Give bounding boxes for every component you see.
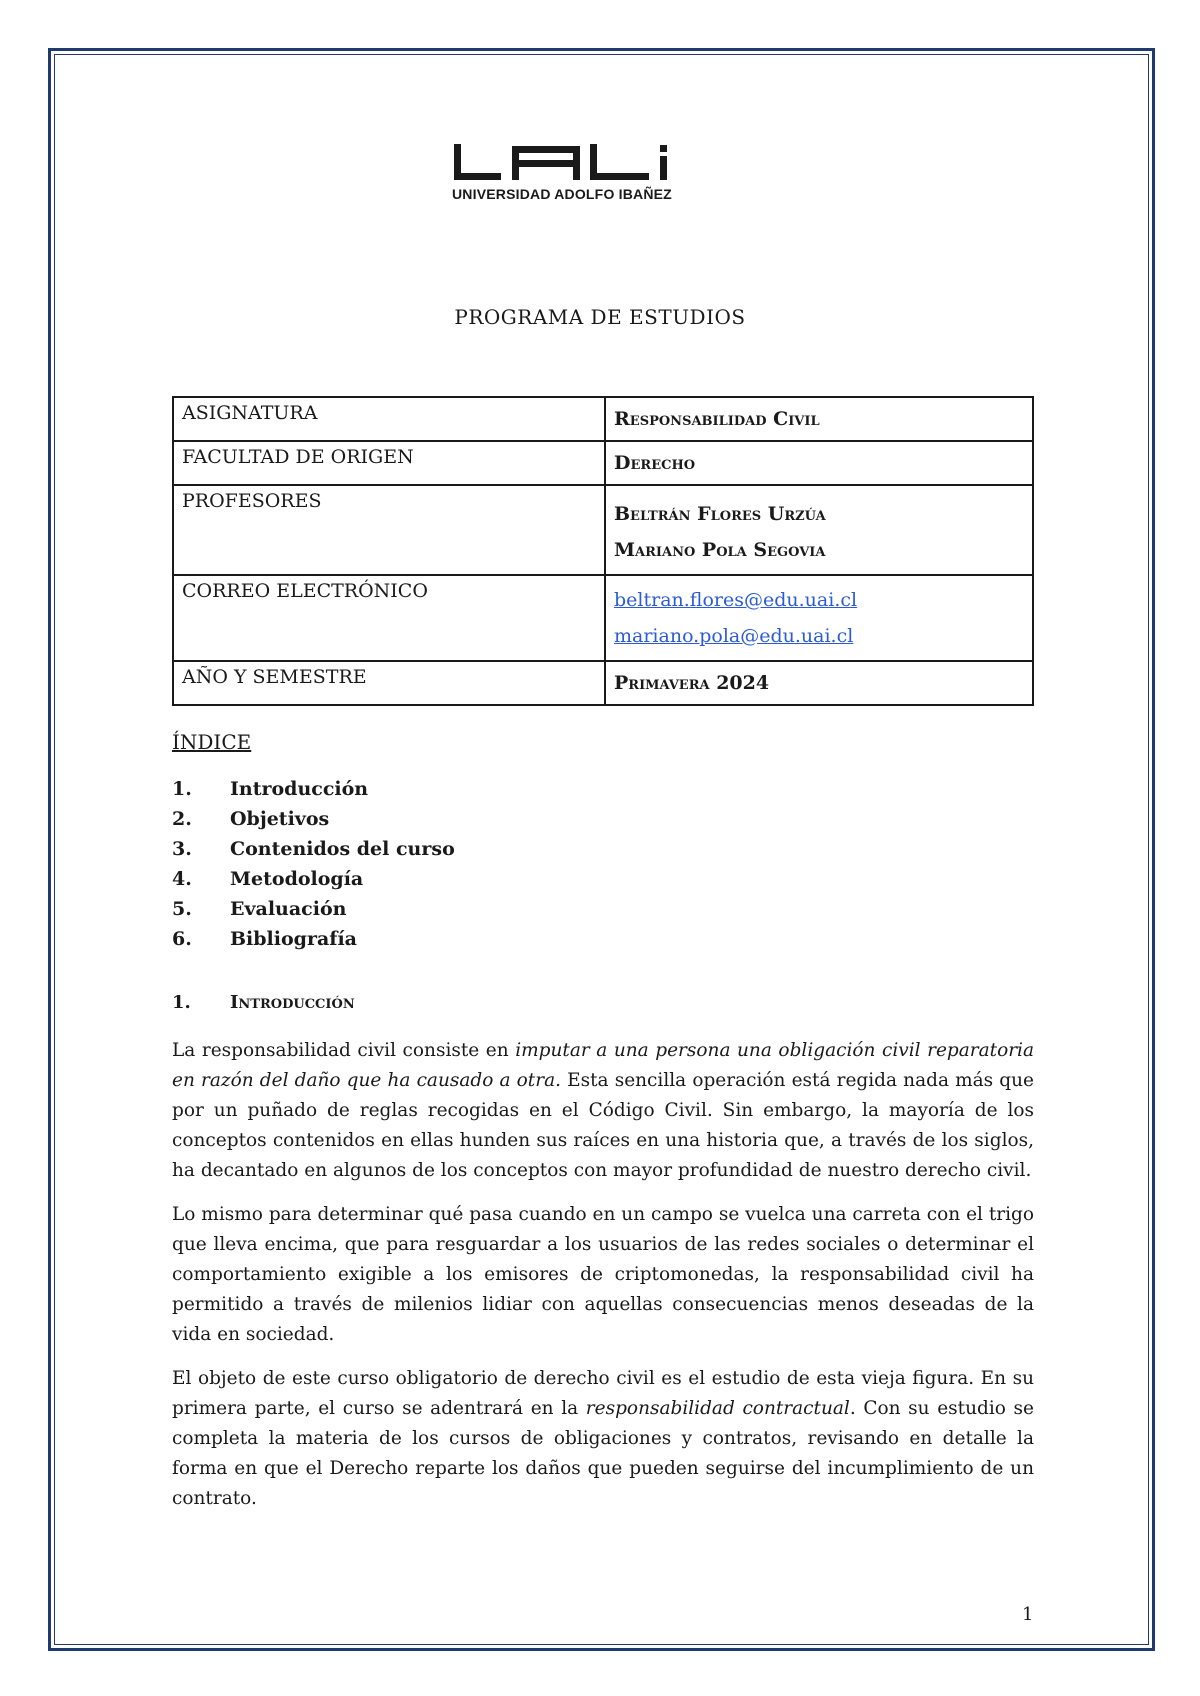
toc-item[interactable] — [172, 864, 455, 894]
toc-item-label: Introducción — [230, 778, 369, 800]
university-name: UNIVERSIDAD ADOLFO IBAÑEZ — [452, 186, 672, 202]
toc-item-label: Objetivos — [230, 808, 330, 830]
table-row — [173, 397, 1033, 441]
row-label-semestre: AÑO Y SEMESTRE — [173, 661, 605, 705]
toc-item-label: Evaluación — [230, 898, 347, 920]
paragraph-text: La responsabilidad civil consiste en — [172, 1040, 516, 1061]
paragraph-text: Esta sencilla operación está regida nada más que por un puñado de reglas recogidas en el Código Civil. Sin embargo, la mayoría de los conceptos contenidos en ellas hunden sus raíces en una historia que, a través de los siglos, ha decantado en algunos de los conceptos con mayor profundidad de nuestro derecho civil. — [172, 1070, 1034, 1181]
section-number: 1. — [172, 992, 191, 1013]
toc-item[interactable] — [172, 924, 455, 954]
email-link-2[interactable]: mariano.pola@edu.uai.cl — [614, 625, 854, 647]
row-label-profesores: PROFESORES — [173, 485, 605, 575]
table-of-contents — [172, 774, 455, 954]
row-value-asignatura — [605, 397, 1033, 441]
toc-item-number: 5. — [172, 898, 192, 920]
table-row — [173, 485, 1033, 575]
document-title: PROGRAMA DE ESTUDIOS — [454, 305, 746, 329]
course-name: Responsabilidad Civil — [614, 408, 820, 430]
table-row — [173, 441, 1033, 485]
toc-item-label: Bibliografía — [230, 928, 357, 950]
professor-1: Beltrán Flores Urzúa — [614, 503, 826, 525]
toc-item-label: Contenidos del curso — [230, 838, 455, 860]
row-label-facultad: FACULTAD DE ORIGEN — [173, 441, 605, 485]
row-value-correo — [605, 575, 1033, 661]
toc-item-number: 2. — [172, 808, 192, 830]
table-row — [173, 575, 1033, 661]
table-row — [173, 661, 1033, 705]
course-info-table — [172, 396, 1034, 706]
toc-item[interactable] — [172, 834, 455, 864]
faculty-name: Derecho — [614, 452, 696, 474]
paragraph-text: El objeto de este curso obligatorio de derecho civil es el estudio de esta vieja figura. En su primera parte, el curso se adentrará en la — [172, 1368, 1034, 1419]
paragraph-3 — [172, 1364, 1034, 1514]
index-heading: ÍNDICE — [172, 730, 252, 754]
paragraph-emphasis: responsabilidad contractual — [585, 1398, 850, 1419]
paragraph-2: Lo mismo para determinar qué pasa cuando en un campo se vuelca una carreta con el trigo que lleva encima, que para resguardar a los usuarios de las redes sociales o determinar el comportamiento exigible a los emisores de criptomonedas, la responsabilidad civil ha permitido a través de milenios lidiar con aquellas consecuencias menos deseadas de la vida en sociedad. — [172, 1204, 1034, 1345]
university-logo — [452, 142, 682, 204]
toc-item[interactable] — [172, 894, 455, 924]
toc-item-number: 1. — [172, 778, 192, 800]
toc-item[interactable] — [172, 774, 455, 804]
professor-2: Mariano Pola Segovia — [614, 539, 826, 561]
row-label-correo: CORREO ELECTRÓNICO — [173, 575, 605, 661]
section-title: Introducción — [230, 992, 355, 1013]
section-heading-introduccion — [172, 992, 355, 1013]
paragraph-text: . Con su estudio se completa la materia de los cursos de obligaciones y contratos, revisando en detalle la forma en que el Derecho reparte los daños que pueden seguirse del incumplimiento de un contrato. — [172, 1398, 1034, 1509]
row-value-semestre — [605, 661, 1033, 705]
toc-item-number: 4. — [172, 868, 192, 890]
toc-item-label: Metodología — [230, 868, 364, 890]
paragraph-1 — [172, 1036, 1034, 1186]
row-label-asignatura: ASIGNATURA — [173, 397, 605, 441]
row-value-facultad — [605, 441, 1033, 485]
page-number: 1 — [1022, 1604, 1034, 1625]
uai-logo-mark-icon — [452, 142, 682, 184]
toc-item-number: 6. — [172, 928, 192, 950]
section-body — [172, 1036, 1034, 1528]
paragraph-emphasis: imputar a una persona una obligación civil reparatoria en razón del daño que ha causado a otra. — [172, 1040, 1035, 1091]
semester-value: Primavera 2024 — [614, 672, 770, 694]
toc-item[interactable] — [172, 804, 455, 834]
row-value-profesores — [605, 485, 1033, 575]
email-link-1[interactable]: beltran.flores@edu.uai.cl — [614, 589, 858, 611]
toc-item-number: 3. — [172, 838, 192, 860]
